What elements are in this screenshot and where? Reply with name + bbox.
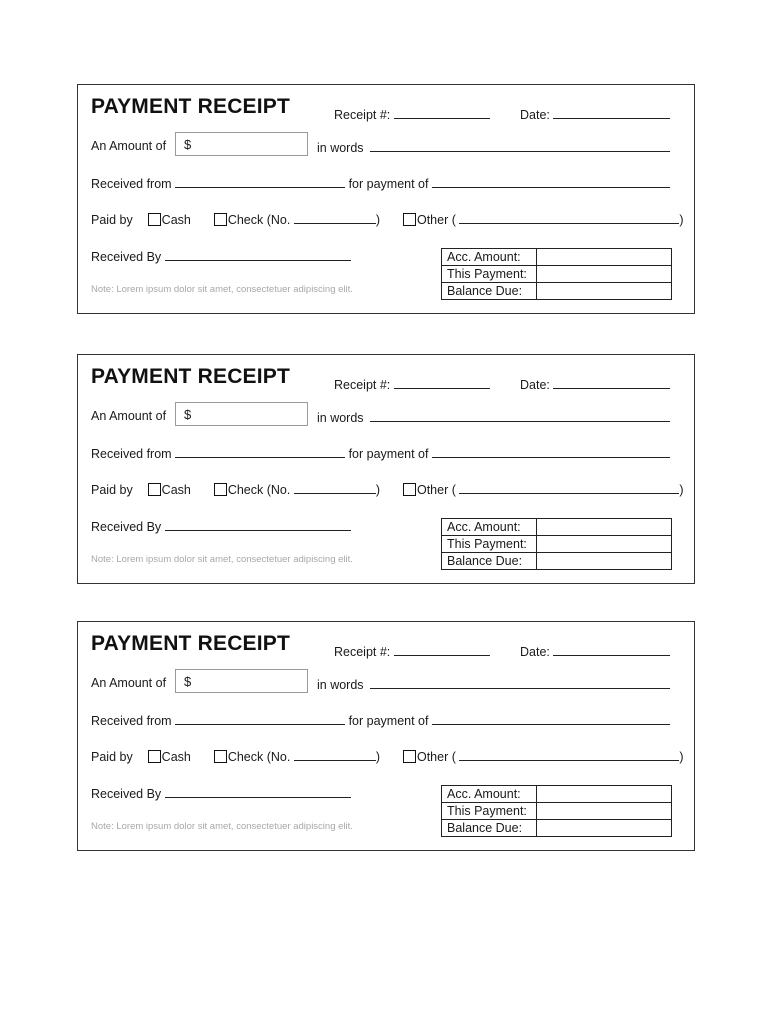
amount-label: An Amount of [91,409,167,423]
table-row [442,249,672,266]
amount-input[interactable] [175,402,308,426]
in-words-blank[interactable] [370,139,670,152]
check-checkbox[interactable] [214,483,227,496]
received-by-field [91,785,351,801]
other-checkbox[interactable] [403,750,416,763]
acc-amount-value[interactable] [537,786,672,803]
check-checkbox[interactable] [214,750,227,763]
table-row [442,519,672,536]
for-payment-of-label: for payment of [348,177,429,191]
cash-checkbox[interactable] [148,750,161,763]
received-from-label: Received from [91,714,172,728]
paid-by-field [91,748,684,764]
cash-label: Cash [161,213,191,227]
other-blank[interactable] [459,481,679,494]
paid-by-label: Paid by [91,750,133,764]
other-label: Other ( [416,483,456,497]
in-words-label: in words [317,678,364,692]
acc-amount-label: Acc. Amount: [442,786,537,803]
received-from-blank[interactable] [175,175,345,188]
this-payment-label: This Payment: [442,803,537,820]
other-close-paren: ) [679,750,684,764]
this-payment-label: This Payment: [442,266,537,283]
table-row [442,803,672,820]
receipt-number-label: Receipt #: [334,645,391,659]
received-by-blank[interactable] [165,248,351,261]
balance-summary-table [441,248,672,300]
check-close-paren: ) [375,483,381,497]
check-checkbox[interactable] [214,213,227,226]
received-by-blank[interactable] [165,785,351,798]
received-by-label: Received By [91,520,162,534]
balance-due-value[interactable] [537,820,672,837]
table-row [442,536,672,553]
received-by-blank[interactable] [165,518,351,531]
balance-due-value[interactable] [537,553,672,570]
for-payment-of-blank[interactable] [432,175,670,188]
this-payment-value[interactable] [537,803,672,820]
check-number-blank[interactable] [294,481,376,494]
other-label: Other ( [416,213,456,227]
other-checkbox[interactable] [403,213,416,226]
date-label: Date: [520,645,550,659]
currency-symbol: $ [184,674,192,689]
paid-by-field [91,211,684,227]
date-label: Date: [520,378,550,392]
receipt-number-field [334,643,490,659]
balance-due-value[interactable] [537,283,672,300]
other-blank[interactable] [459,748,679,761]
receipt-number-field [334,106,490,122]
received-by-field [91,518,351,534]
table-row [442,283,672,300]
receipt-number-field [334,376,490,392]
receipt-title: PAYMENT RECEIPT [91,365,291,388]
amount-input[interactable] [175,669,308,693]
receipt-number-blank[interactable] [394,376,490,389]
amount-input[interactable] [175,132,308,156]
note-text: Note: Lorem ipsum dolor sit amet, consectetuer adipiscing elit. [91,284,353,295]
for-payment-of-blank[interactable] [432,712,670,725]
in-words-blank[interactable] [370,409,670,422]
this-payment-label: This Payment: [442,536,537,553]
received-from-label: Received from [91,177,172,191]
received-by-label: Received By [91,787,162,801]
table-row [442,553,672,570]
receipt-number-blank[interactable] [394,643,490,656]
received-from-field [91,175,670,191]
other-label: Other ( [416,750,456,764]
acc-amount-label: Acc. Amount: [442,249,537,266]
note-text: Note: Lorem ipsum dolor sit amet, consectetuer adipiscing elit. [91,554,353,565]
paid-by-label: Paid by [91,213,133,227]
check-label: Check (No. [227,750,291,764]
currency-symbol: $ [184,137,192,152]
in-words-blank[interactable] [370,676,670,689]
receipt-title: PAYMENT RECEIPT [91,632,291,655]
balance-summary-table [441,518,672,570]
receipt-title: PAYMENT RECEIPT [91,95,291,118]
currency-symbol: $ [184,407,192,422]
table-row [442,786,672,803]
cash-checkbox[interactable] [148,483,161,496]
payment-receipt [77,84,695,314]
other-blank[interactable] [459,211,679,224]
check-number-blank[interactable] [294,211,376,224]
date-field [520,376,670,392]
balance-due-label: Balance Due: [442,283,537,300]
received-by-field [91,248,351,264]
date-label: Date: [520,108,550,122]
other-close-paren: ) [679,483,684,497]
for-payment-of-label: for payment of [348,447,429,461]
date-field [520,643,670,659]
date-field [520,106,670,122]
in-words-label: in words [317,411,364,425]
amount-label: An Amount of [91,676,167,690]
note-text: Note: Lorem ipsum dolor sit amet, consectetuer adipiscing elit. [91,821,353,832]
check-label: Check (No. [227,213,291,227]
date-blank[interactable] [553,106,670,119]
other-close-paren: ) [679,213,684,227]
paid-by-label: Paid by [91,483,133,497]
in-words-field [317,409,670,425]
receipt-number-label: Receipt #: [334,108,391,122]
acc-amount-value[interactable] [537,519,672,536]
received-from-label: Received from [91,447,172,461]
date-blank[interactable] [553,376,670,389]
payment-receipt [77,621,695,851]
received-by-label: Received By [91,250,162,264]
this-payment-value[interactable] [537,266,672,283]
cash-label: Cash [161,750,191,764]
other-checkbox[interactable] [403,483,416,496]
payment-receipt [77,354,695,584]
receipt-number-blank[interactable] [394,106,490,119]
for-payment-of-blank[interactable] [432,445,670,458]
for-payment-of-label: for payment of [348,714,429,728]
balance-due-label: Balance Due: [442,553,537,570]
balance-due-label: Balance Due: [442,820,537,837]
check-close-paren: ) [375,750,381,764]
in-words-label: in words [317,141,364,155]
received-from-field [91,712,670,728]
check-label: Check (No. [227,483,291,497]
acc-amount-value[interactable] [537,249,672,266]
cash-label: Cash [161,483,191,497]
received-from-blank[interactable] [175,445,345,458]
in-words-field [317,139,670,155]
acc-amount-label: Acc. Amount: [442,519,537,536]
check-close-paren: ) [375,213,381,227]
table-row [442,820,672,837]
receipt-number-label: Receipt #: [334,378,391,392]
amount-label: An Amount of [91,139,167,153]
check-number-blank[interactable] [294,748,376,761]
received-from-field [91,445,670,461]
in-words-field [317,676,670,692]
received-from-blank[interactable] [175,712,345,725]
date-blank[interactable] [553,643,670,656]
paid-by-field [91,481,684,497]
balance-summary-table [441,785,672,837]
cash-checkbox[interactable] [148,213,161,226]
this-payment-value[interactable] [537,536,672,553]
table-row [442,266,672,283]
